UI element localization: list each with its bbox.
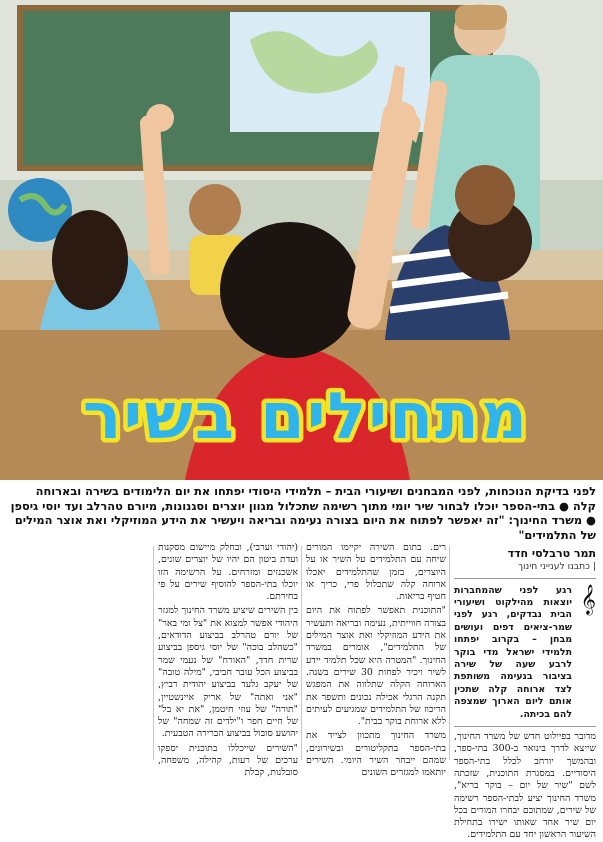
deck-rest: ובארוחה קלה ● בתי-הספר יוכלו לבחור שיר יומי מתוך רשימה שתכלול מגוון יוצרים וסגנונות, מיורם טהרלב ועד יוסי גיספן ● משרד החינוך: "זה יאפשר לפתוח את היום בצורה נעימה ובריאה ויעשיר את הידע המוזיקלי ואת אוצר המילים של התלמידים" xyxy=(10,484,596,542)
lead-paragraph: רגע לפני שהמחברות יוצאות מהילקוט ושיעורי הבית נבדקים, רגע לפני שמר-ציאים דפים ועושים מבחן – בקרוב יפתחו תלמידי ישראל מדי בוקר לרבע שעה של שירה בציבור בנעימה משותפת לצד ארוחה קלה שתכין אותם ליום הארוך שמצפה להם בכיתה. xyxy=(454,584,572,720)
column-4 xyxy=(10,542,150,764)
body-paragraph: "התוכנית תאפשר לפתוח את היום בצורה חווייתית, נעימה ובריאה ותעשיר את הידע המוזיקלי ואת אוצר המילים של התלמידים", אומרים במשרד החינוך. "המטרה היא שכל תלמיד יידע לשיר ויכיר לפחות 30 שירים בשנה. הארוחה הקלה שתלווה את המפגש תקנה הרגלי אכילה נכונים ותשפר את הריכוז של התלמידים שמגיעים לעיתים ללא ארוחת בוקר בבית". xyxy=(306,605,446,728)
column-divider xyxy=(449,546,450,760)
column-2 xyxy=(306,542,446,779)
body-paragraph: מדובר בפיילוט חדש של משרד החינוך, שייצא לדרך בינואר ב-300 בתי-ספר, ובהמשך יורחב לכלל בתי-הספר היסודיים. במסגרת התוכנית, שזכתה לשם "שיר של יום – בוקר בריא", משרד החינוך יציע לבתי-הספר רשימה של שירים, שמתוכם יבחרו המורים בכל יום שיר אחד שאותו ישירו בתחילת השיעור הראשון יחד עם התלמידים. xyxy=(454,731,596,841)
article-deck xyxy=(10,484,596,542)
body-paragraph: (יהודי וערבי), ובחלק מיישום מסקנות ועדת ביטון הם יהיו של יוצרים שונים, אשכנזים ומזרחים. על הרשימה הזו יוכלו בתי-הספר להוסיף שירים על פי בחירתם. xyxy=(158,542,298,603)
article-body xyxy=(10,542,596,841)
column-3 xyxy=(158,542,298,779)
column-1 xyxy=(454,542,596,841)
byline-author: תמר טרבלסי חדד xyxy=(507,547,596,560)
headline-text: מתחילים בשיר xyxy=(82,380,530,454)
byline-role: | כתבנו לענייני חינוך xyxy=(454,561,596,578)
treble-clef-icon: 𝄞 xyxy=(580,584,596,615)
body-paragraph: בין השירים שיציע משרד החינוך למגזר היהודי אפשר למצוא את "צל ומי באר" של יורם טהרלב בביצוע הדודאים, "כשהלב בוכה" של יוסי גיספן בביצוע שרית חדד, "האורח" של נעמי שמר בביצוע הכל עובר חביבי, "מילה טובה" של יעקב גלעד בביצוע יהודית רביץ, "אני ואתה" של אריק איינשטיין, "תורה" של עוזי חיטמן, "את יא בל" של חיים חפר ו"ילדים זה שמחה" של יהושע סובול בביצוע הברירה הטבעית. xyxy=(158,605,298,740)
body-paragraph: משרד החינוך מתכוון לצייד את בתי-הספר בתקליטורים ובשירונים, שמהם ייבחר השיר היומי. השירים יותאמו למגזרים השונים xyxy=(306,730,446,779)
column-divider xyxy=(153,546,154,760)
body-paragraph: "השירים שייכללו בתוכנית יספקו ערכים של רעות, קהילה, משפחה, סובלנות, קבלת xyxy=(158,742,298,779)
headline-title xyxy=(12,372,600,472)
column-divider xyxy=(301,546,302,760)
body-paragraph: רים. בתום השירה יקיימו המורים שיחה עם התלמידים על השיר או על היוצרים, בזמן שהתלמידים יאכלו ארוחה קלה שתכלול פרי, כריך או חטיף בריאות. xyxy=(306,542,446,603)
deck-lead: לפני בדיקת הנוכחות, לפני המבחנים ושיעורי הבית – תלמידי היסודי יפתחו את יום הלימודים בשירה xyxy=(85,484,596,498)
lead-paragraph-box xyxy=(454,585,596,727)
